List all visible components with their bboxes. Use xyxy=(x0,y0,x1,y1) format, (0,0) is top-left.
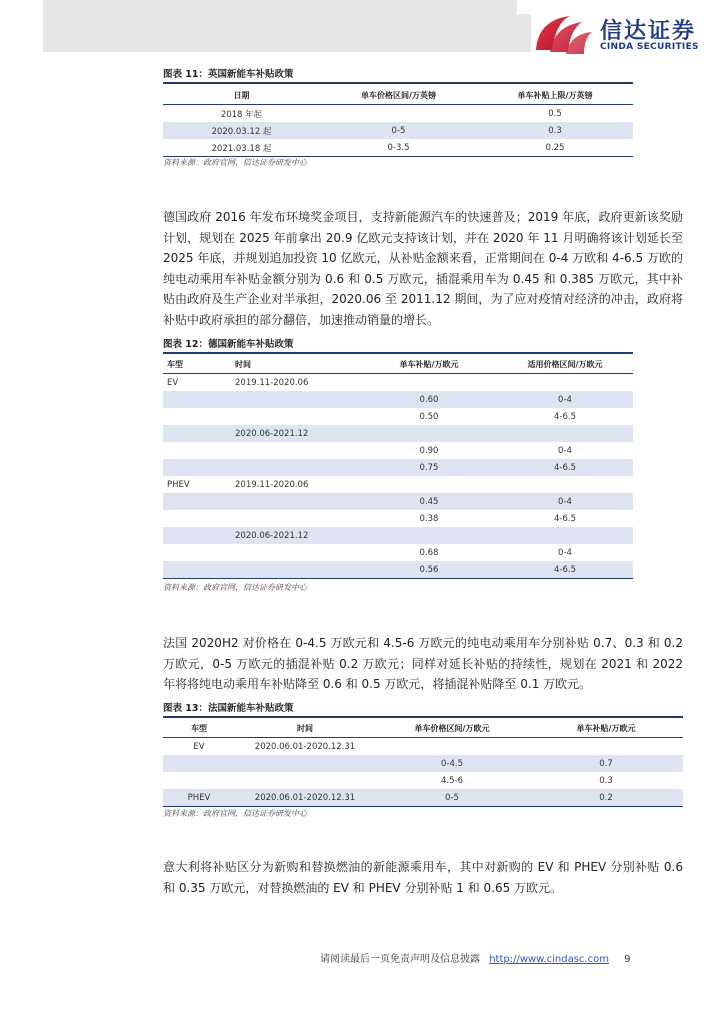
table-cell xyxy=(231,442,361,459)
table-cell: 0.3 xyxy=(477,122,633,139)
table-row xyxy=(163,510,633,527)
table-cell: PHEV xyxy=(163,789,235,807)
table-cell xyxy=(231,493,361,510)
table-row xyxy=(163,374,633,392)
fig12-top-rule xyxy=(163,352,633,354)
table-cell: 2020.06-2021.12 xyxy=(231,527,361,544)
table-cell xyxy=(163,408,231,425)
fig13-header-row xyxy=(163,719,683,738)
table-cell: 0.75 xyxy=(361,459,497,476)
table-cell: 0.60 xyxy=(361,391,497,408)
table-cell: 0.56 xyxy=(361,561,497,579)
table-header-cell: 单车补贴/万欧元 xyxy=(399,359,459,369)
table-cell: 0-5 xyxy=(375,789,529,807)
table-cell: 0-3.5 xyxy=(320,139,477,157)
table-cell xyxy=(235,772,375,789)
footer-website-link[interactable]: http://www.cindasc.com xyxy=(489,954,609,965)
table-cell: EV xyxy=(193,741,205,752)
table-row xyxy=(163,527,633,544)
table-row xyxy=(163,493,633,510)
table-row xyxy=(163,561,633,579)
table-row xyxy=(163,105,633,123)
table-cell: 0-5 xyxy=(320,122,477,139)
fig12-title: 图表 12：德国新能车补贴政策 xyxy=(163,339,294,350)
table-row xyxy=(163,391,633,408)
table-row xyxy=(163,139,633,157)
table-header-cell: 单车价格区间/万欧元 xyxy=(414,723,490,733)
table-header-cell: 单车价格区间/万英镑 xyxy=(361,90,436,100)
table-cell: 4.5-6 xyxy=(441,775,463,786)
table-header-cell: 适用价格区间/万欧元 xyxy=(527,359,603,369)
table-cell xyxy=(361,527,497,544)
table-cell: 4-6.5 xyxy=(497,561,633,579)
table-cell xyxy=(231,408,361,425)
table-cell xyxy=(529,738,683,756)
fig11-title: 图表 11：英国新能车补贴政策 xyxy=(163,69,294,80)
table-cell xyxy=(163,561,231,579)
table-cell xyxy=(320,105,477,123)
table-cell xyxy=(231,459,361,476)
table-cell: 0-4 xyxy=(497,493,633,510)
table-row xyxy=(163,789,683,807)
table-cell xyxy=(163,442,231,459)
table-cell: 0.7 xyxy=(529,755,683,772)
table-cell: 0-4 xyxy=(558,445,572,456)
table-cell: 2020.06-2021.12 xyxy=(231,425,361,442)
fig11-table xyxy=(163,86,633,157)
fig13-title: 图表 13：法国新能车补贴政策 xyxy=(163,703,294,714)
table-header-cell: 单车补贴上限/万英镑 xyxy=(517,90,593,100)
table-cell: 2020.06.01-2020.12.31 xyxy=(254,741,356,752)
table-cell: 0.45 xyxy=(361,493,497,510)
italy-paragraph: 意大利将补贴区分为新购和替换燃油的新能源乘用车，其中对新购的 EV 和 PHEV 分别补贴 0.6 和 0.35 万欧元，对替换燃油的 EV 和 PHEV 分别补贴 1 和 0.65 万欧元。 xyxy=(163,860,683,895)
fig13-table xyxy=(163,719,683,807)
table-cell xyxy=(231,510,361,527)
logo-chinese-name: 信达证券 xyxy=(600,19,697,44)
table-cell: 0.50 xyxy=(419,411,439,422)
logo-english-name: CINDA SECURITIES xyxy=(600,42,699,52)
table-header-cell: 单车补贴/万欧元 xyxy=(576,723,636,733)
table-cell: 0.5 xyxy=(548,108,562,119)
fig12-header-row xyxy=(163,355,633,374)
table-cell: 2020.06.01-2020.12.31 xyxy=(235,789,375,807)
table-cell: 0.2 xyxy=(529,789,683,807)
table-cell xyxy=(361,476,497,493)
table-cell xyxy=(361,374,497,392)
fig12-table xyxy=(163,355,633,579)
table-row xyxy=(163,755,683,772)
table-cell xyxy=(163,391,231,408)
table-cell: 0.90 xyxy=(419,445,439,456)
table-cell: EV xyxy=(167,377,179,388)
table-cell xyxy=(163,493,231,510)
table-cell: 0.38 xyxy=(419,513,439,524)
fig11-header-row xyxy=(163,86,633,105)
table-cell xyxy=(163,544,231,561)
table-cell xyxy=(231,391,361,408)
page-footer xyxy=(320,950,680,965)
table-cell xyxy=(497,374,633,392)
table-cell: 2019.11-2020.06 xyxy=(235,479,309,490)
fig12-source: 资料来源：政府官网，信达证券研发中心 xyxy=(163,583,307,592)
header-grey-band xyxy=(43,0,517,52)
table-cell xyxy=(231,561,361,579)
germany-paragraph: 德国政府 2016 年发布环境奖金项目，支持新能源汽车的快速普及；2019 年底，政府更新该奖励计划，规划在 2025 年前拿出 20.9 亿欧元支持该计划，并在 2020 年 11 月明确将该计划延长至 2025 年底，并规划追加投资 10 亿欧元，从补贴金额来看，正常期间在 0-4 万欧和 4-6.5 万欧的纯电动乘用车补贴金额分别为 0.6 和 0.5 万欧元，插混乘用车为 0.45 和 0.385 万欧元，其中补贴由政府及生产企业对半承担，2020.06 至 2011.12 期间，为了应对疫情对经济的冲击，政府将补贴中政府承担的部分翻倍，加速推动销量的增长。 xyxy=(163,210,683,327)
fig11-top-rule xyxy=(163,82,633,84)
table-cell xyxy=(163,527,231,544)
table-cell xyxy=(497,476,633,493)
table-cell: 0.25 xyxy=(477,139,633,157)
table-cell: 2020.03.12 起 xyxy=(163,122,320,139)
table-cell xyxy=(163,425,231,442)
table-row xyxy=(163,738,683,756)
table-cell: 4-6.5 xyxy=(554,411,576,422)
table-cell: 4-6.5 xyxy=(497,459,633,476)
table-cell: 4-6.5 xyxy=(554,513,576,524)
table-cell: 0-4.5 xyxy=(375,755,529,772)
table-header-cell: 车型 xyxy=(167,359,183,369)
footer-disclaimer: 请阅读最后一页免责声明及信息披露 xyxy=(320,954,480,965)
table-cell xyxy=(231,544,361,561)
table-header-cell: 时间 xyxy=(235,359,251,369)
table-row xyxy=(163,772,683,789)
table-cell xyxy=(235,755,375,772)
cinda-logo xyxy=(530,10,710,60)
table-row xyxy=(163,544,633,561)
table-cell xyxy=(163,459,231,476)
table-cell: 0.3 xyxy=(599,775,613,786)
fig13-source: 资料来源：政府官网，信达证券研发中心 xyxy=(163,809,307,818)
table-row xyxy=(163,459,633,476)
table-cell xyxy=(497,425,633,442)
table-cell xyxy=(163,510,231,527)
table-header-cell: 车型 xyxy=(191,723,207,733)
table-cell: 0-4 xyxy=(558,547,572,558)
table-cell: 2021.03.18 起 xyxy=(163,139,320,157)
table-cell: 2018 年起 xyxy=(220,109,263,120)
table-header-cell: 日期 xyxy=(233,90,250,100)
table-cell: 0-4 xyxy=(497,391,633,408)
cinda-logo-icon xyxy=(530,10,596,56)
table-row xyxy=(163,408,633,425)
table-cell: 0.68 xyxy=(419,547,439,558)
table-row xyxy=(163,442,633,459)
table-cell: PHEV xyxy=(167,479,190,490)
france-paragraph: 法国 2020H2 对价格在 0-4.5 万欧元和 4.5-6 万欧元的纯电动乘用车分别补贴 0.7、0.3 和 0.2 万欧元，0-5 万欧元的插混补贴 0.2 万欧元；同样对延长补贴的持续性，规划在 2021 和 2022 年将将纯电动乘用车补贴降至 0.6 和 0.5 万欧元，将插混补贴降至 0.1 万欧元。 xyxy=(163,636,683,691)
table-header-cell: 时间 xyxy=(297,723,313,733)
table-cell xyxy=(497,527,633,544)
table-row xyxy=(163,425,633,442)
page-number: 9 xyxy=(624,954,631,965)
table-cell xyxy=(163,755,235,772)
table-cell xyxy=(163,772,235,789)
table-cell xyxy=(375,738,529,756)
table-cell xyxy=(361,425,497,442)
fig13-top-rule xyxy=(163,716,683,718)
table-cell: 2019.11-2020.06 xyxy=(235,377,309,388)
fig11-source: 资料来源：政府官网，信达证券研发中心 xyxy=(163,158,307,167)
table-row xyxy=(163,476,633,493)
header-grey-tab xyxy=(517,14,531,52)
table-row xyxy=(163,122,633,139)
